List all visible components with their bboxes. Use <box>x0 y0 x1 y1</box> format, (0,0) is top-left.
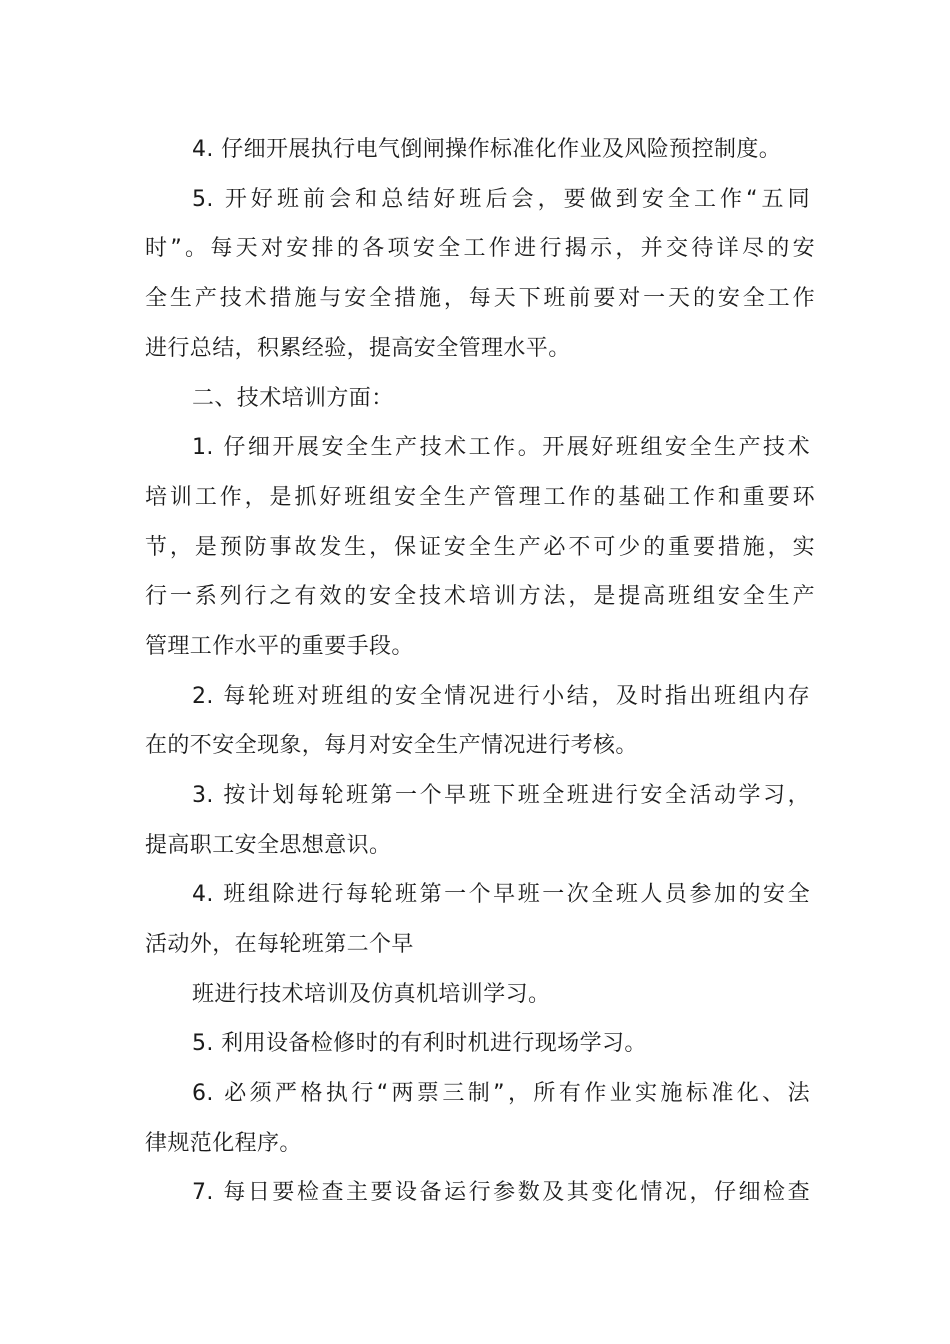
paragraph-line: 行一系列行之有效的安全技术培训方法，是提高班组安全生产 <box>145 584 815 609</box>
paragraph-line: 3. 按计划每轮班第一个早班下班全班进行安全活动学习， <box>192 783 810 808</box>
paragraph-line: 律规范化程序。 <box>145 1131 302 1156</box>
paragraph-line: 5. 开好班前会和总结好班后会，要做到安全工作“五同 <box>192 187 810 212</box>
paragraph-line: 6. 必须严格执行“两票三制”，所有作业实施标准化、法 <box>192 1081 810 1106</box>
section-heading: 二、技术培训方面： <box>192 386 394 411</box>
paragraph-line: 管理工作水平的重要手段。 <box>145 634 414 659</box>
paragraph-line: 1. 仔细开展安全生产技术工作。开展好班组安全生产技术 <box>192 435 810 460</box>
paragraph-line: 在的不安全现象，每月对安全生产情况进行考核。 <box>145 733 638 758</box>
paragraph-line: 进行总结，积累经验，提高安全管理水平。 <box>145 336 571 361</box>
paragraph-line: 全生产技术措施与安全措施，每天下班前要对一天的安全工作 <box>145 286 815 311</box>
paragraph-line: 5. 利用设备检修时的有利时机进行现场学习。 <box>192 1031 647 1056</box>
paragraph-line: 提高职工安全思想意识。 <box>145 833 392 858</box>
paragraph-line: 4. 仔细开展执行电气倒闸操作标准化作业及风险预控制度。 <box>192 137 782 162</box>
paragraph-line: 活动外，在每轮班第二个早 <box>145 932 414 957</box>
paragraph-line: 2. 每轮班对班组的安全情况进行小结，及时指出班组内存 <box>192 684 810 709</box>
paragraph-line: 4. 班组除进行每轮班第一个早班一次全班人员参加的安全 <box>192 882 810 907</box>
paragraph-line: 班进行技术培训及仿真机培训学习。 <box>192 982 551 1007</box>
paragraph-line: 时”。每天对安排的各项安全工作进行揭示，并交待详尽的安 <box>145 236 815 261</box>
paragraph-line: 7. 每日要检查主要设备运行参数及其变化情况，仔细检查 <box>192 1180 810 1205</box>
paragraph-line: 节，是预防事故发生，保证安全生产必不可少的重要措施，实 <box>145 535 815 560</box>
paragraph-line: 培训工作，是抓好班组安全生产管理工作的基础工作和重要环 <box>145 485 815 510</box>
